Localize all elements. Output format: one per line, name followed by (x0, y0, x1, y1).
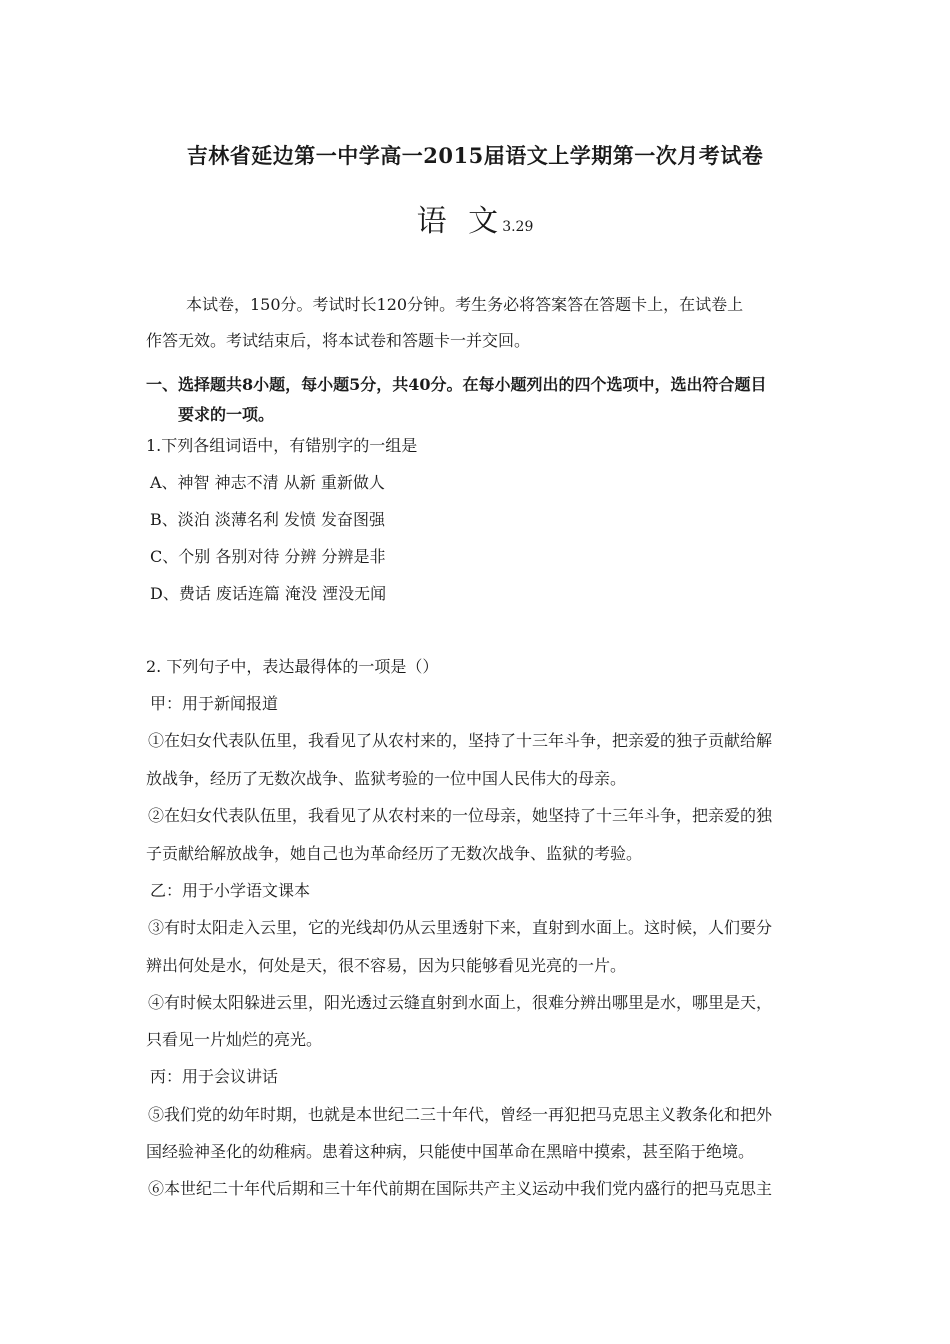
question-2-sentence-1-cont: 放战争，经历了无数次战争、监狱考验的一位中国人民伟大的母亲。 (146, 769, 627, 788)
exam-date: 3.29 (502, 219, 534, 235)
question-2-stem: 2. 下列句子中，表达最得体的一项是（） (146, 657, 439, 676)
subject-heading (0, 196, 950, 240)
question-2-sentence-1: ①在妇女代表队伍里，我看见了从农村来的，坚持了十三年斗争，把亲爱的独子贡献给解 (148, 731, 773, 750)
question-2-context-a: 甲：用于新闻报道 (150, 694, 279, 713)
question-2-sentence-4: ④有时候太阳躲进云里，阳光透过云缝直射到水面上，很难分辨出哪里是水，哪里是天， (148, 993, 773, 1012)
question-1-option-b: B、淡泊 淡薄名利 发愤 发奋图强 (150, 510, 386, 529)
intro-line-2: 作答无效。考试结束后，将本试卷和答题卡一并交回。 (146, 331, 531, 350)
question-2-sentence-5-cont: 国经验神圣化的幼稚病。患着这种病，只能使中国革命在黑暗中摸索，甚至陷于绝境。 (146, 1142, 755, 1161)
question-2-sentence-4-cont: 只看见一片灿烂的亮光。 (146, 1030, 323, 1049)
question-2-sentence-6: ⑥本世纪二十年代后期和三十年代前期在国际共产主义运动中我们党内盛行的把马克思主 (148, 1179, 773, 1198)
question-1-stem: 1.下列各组词语中，有错别字的一组是 (146, 436, 418, 455)
question-2-sentence-2: ②在妇女代表队伍里，我看见了从农村来的一位母亲，她坚持了十三年斗争，把亲爱的独 (148, 806, 773, 825)
subject-name: 语 文 (416, 204, 505, 239)
page-title: 吉林省延边第一中学高一2015届语文上学期第一次月考试卷 (186, 143, 764, 168)
question-2-context-c: 丙：用于会议讲话 (150, 1067, 279, 1086)
section-heading: 一、选择题共8小题，每小题5分，共40分。在每小题列出的四个选项中，选出符合题目 (146, 375, 767, 394)
question-1-option-d: D、费话 废话连篇 淹没 湮没无闻 (150, 584, 387, 603)
question-2-sentence-3-cont: 辨出何处是水，何处是天，很不容易，因为只能够看见光亮的一片。 (146, 956, 627, 975)
question-2-sentence-5: ⑤我们党的幼年时期，也就是本世纪二三十年代，曾经一再犯把马克思主义教条化和把外 (148, 1105, 773, 1124)
intro-line-1: 本试卷，150分。考试时长120分钟。考生务必将答案答在答题卡上，在试卷上 (186, 295, 744, 314)
question-1-option-a: A、神智 神志不清 从新 重新做人 (150, 473, 385, 492)
question-2-sentence-2-cont: 子贡献给解放战争，她自己也为革命经历了无数次战争、监狱的考验。 (146, 844, 643, 863)
question-2-context-b: 乙：用于小学语文课本 (150, 881, 311, 900)
question-2-sentence-3: ③有时太阳走入云里，它的光线却仍从云里透射下来，直射到水面上。这时候，人们要分 (148, 918, 773, 937)
question-1-option-c: C、个别 各别对待 分辨 分辨是非 (150, 547, 386, 566)
section-heading-cont: 要求的一项。 (178, 405, 275, 424)
